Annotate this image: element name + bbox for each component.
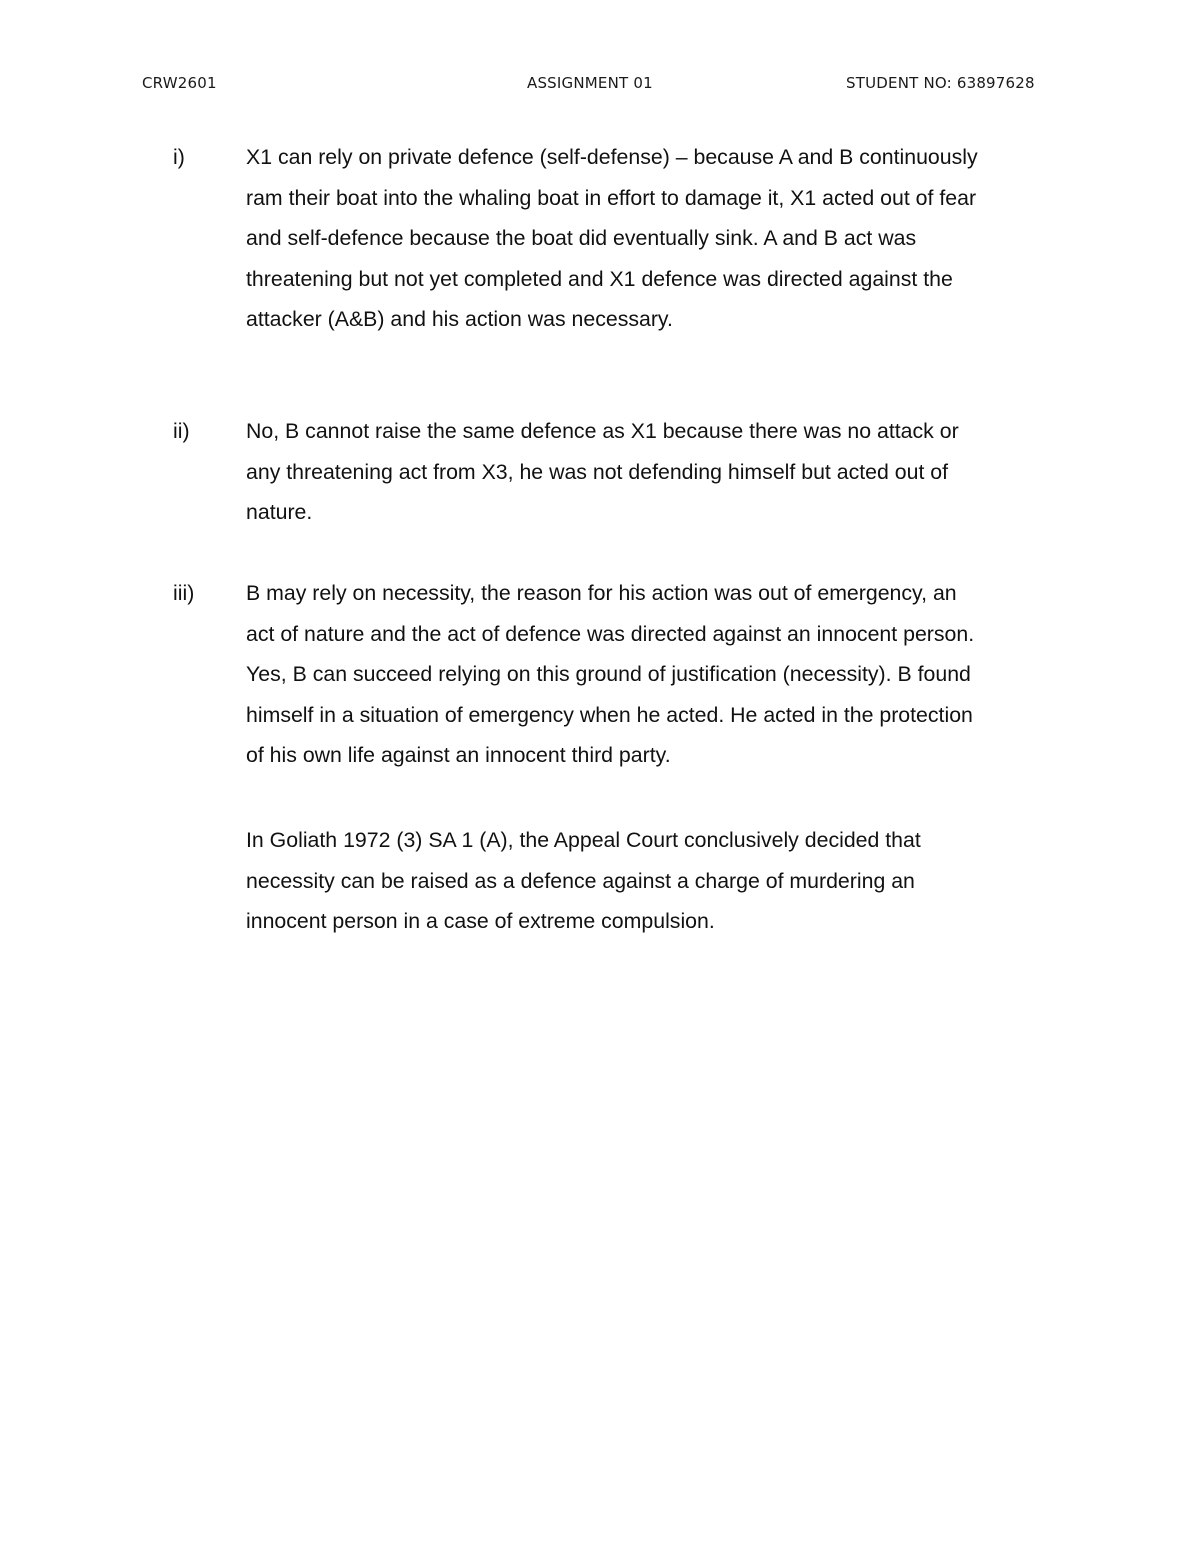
paragraph-line: X1 can rely on private defence (self-defense) – because A and B continuously bbox=[246, 145, 978, 169]
paragraph-line: any threatening act from X3, he was not defending himself but acted out of bbox=[246, 459, 949, 484]
paragraph-line: Yes, B can succeed relying on this ground of justification (necessity). B found bbox=[246, 662, 971, 687]
answer-paragraph bbox=[246, 137, 1076, 340]
course-code: CRW2601 bbox=[142, 74, 217, 92]
assignment-title: ASSIGNMENT 01 bbox=[527, 74, 653, 92]
paragraph-line: In Goliath 1972 (3) SA 1 (A), the Appeal Court conclusively decided that bbox=[246, 828, 921, 852]
paragraph-line: of his own life against an innocent third party. bbox=[246, 743, 671, 768]
paragraph-line: B may rely on necessity, the reason for his action was out of emergency, an bbox=[246, 581, 957, 605]
case-note-paragraph bbox=[246, 820, 1076, 942]
paragraph-line: and self-defence because the boat did eventually sink. A and B act was bbox=[246, 226, 917, 251]
answer-paragraph bbox=[246, 411, 1076, 533]
paragraph-line: threatening but not yet completed and X1 defence was directed against the bbox=[246, 266, 953, 291]
paragraph-line: himself in a situation of emergency when he acted. He acted in the protection bbox=[246, 702, 973, 727]
paragraph-line: necessity can be raised as a defence against a charge of murdering an bbox=[246, 868, 915, 893]
item-number: i) bbox=[173, 145, 185, 169]
answer-paragraph bbox=[246, 573, 1076, 776]
paragraph-line: innocent person in a case of extreme compulsion. bbox=[246, 909, 715, 934]
paragraph-line: ram their boat into the whaling boat in effort to damage it, X1 acted out of fear bbox=[246, 185, 977, 210]
paragraph-line: nature. bbox=[246, 500, 313, 525]
paragraph-line: No, B cannot raise the same defence as X1 because there was no attack or bbox=[246, 419, 959, 443]
item-number: ii) bbox=[173, 419, 190, 443]
paragraph-line: act of nature and the act of defence was directed against an innocent person. bbox=[246, 621, 975, 646]
page-header bbox=[0, 74, 1200, 98]
paragraph-line: attacker (A&B) and his action was necessary. bbox=[246, 307, 673, 332]
item-number: iii) bbox=[173, 581, 195, 605]
student-number: STUDENT NO: 63897628 bbox=[846, 74, 1035, 92]
